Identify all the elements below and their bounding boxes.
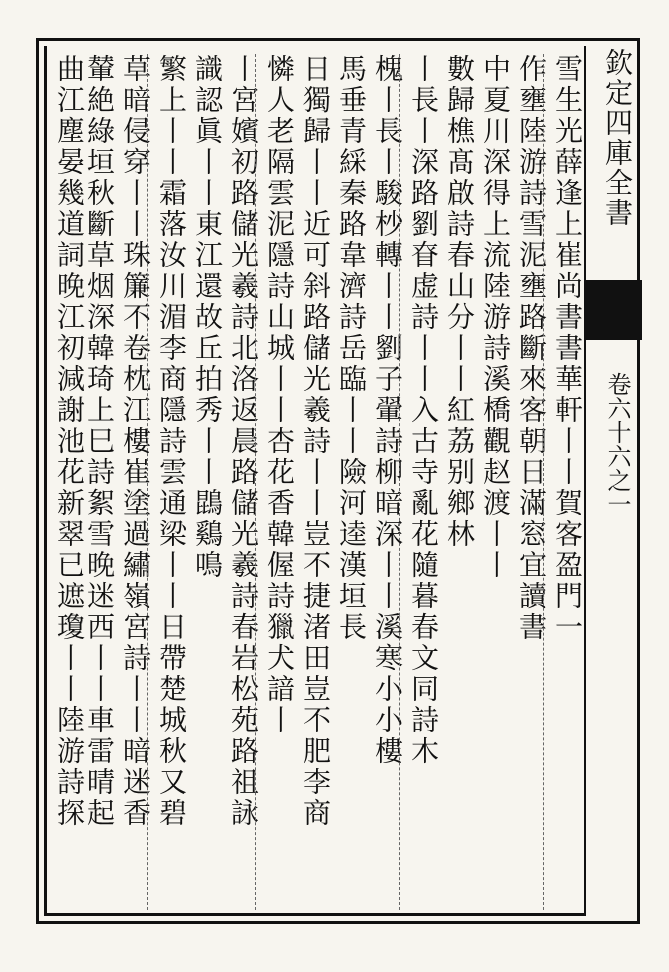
text-column-10: 丨宮嬪初路儲光羲詩北洛返晨路儲光羲詩春岩松苑路祖詠 [227,54,260,829]
column-divider [255,54,256,910]
text-column-3: 中夏川深得上流陸游詩溪橋觀赵渡丨丨 [479,54,512,581]
fish-tail-mark [586,280,642,340]
text-column-1: 雪生光薛逢上崔尚書書華軒丨丨賀客盈門一 [551,54,584,643]
text-column-6: 槐丨長丨駿杪轉丨丨劉子翬詩柳暗深丨丨溪寒小小樓 [371,54,404,767]
text-column-2: 作壅陸游詩雪泥壅路斷來客朝日滿窓宜讀書 [515,54,548,643]
text-column-9: 憐人老隔雲泥隱詩山城丨丨杏花香韓偓詩獵犬諳丨 [263,54,296,736]
text-column-14: 輦絶綠垣秋斷草烟深韓琦上巳詩絮雪晚迷西丨丨車雷晴起 [83,54,116,829]
text-column-15: 曲江塵晏幾道詞晚江初減謝池花新翠已遮瓊丨丨陸游詩探 [53,54,86,829]
text-column-13: 草暗侵穿丨丨珠簾不卷枕江樓崔塗過繡嶺宮詩丨丨暗迷香 [119,54,152,829]
volume-label: 卷六十六之一 [603,372,631,516]
column-divider [543,54,544,910]
text-column-11: 識認眞丨丨東江還故丘拍秀丨丨鵾鷄鳴 [191,54,224,581]
text-column-12: 繁上丨丨霜落汝川湄李商隱詩雲通梁丨丨日帶楚城秋又碧 [155,54,188,829]
book-title: 欽定四庫全書 [601,48,634,228]
text-column-5: 丨長丨深路劉眘虚詩丨丨入古寺亂花隨暮春文同詩木 [407,54,440,767]
text-column-4: 數歸樵髙啟詩春山分丨丨紅荔别鄉林 [443,54,476,550]
column-divider [399,54,400,910]
text-column-7: 馬垂青綵秦路韋濟詩岳臨丨丨險河逵漢垣長 [335,54,368,643]
text-column-8: 日獨歸丨丨近可斜路儲光羲詩丨丨豈不捷渚田豈不肥李商 [299,54,332,829]
column-divider [147,54,148,910]
